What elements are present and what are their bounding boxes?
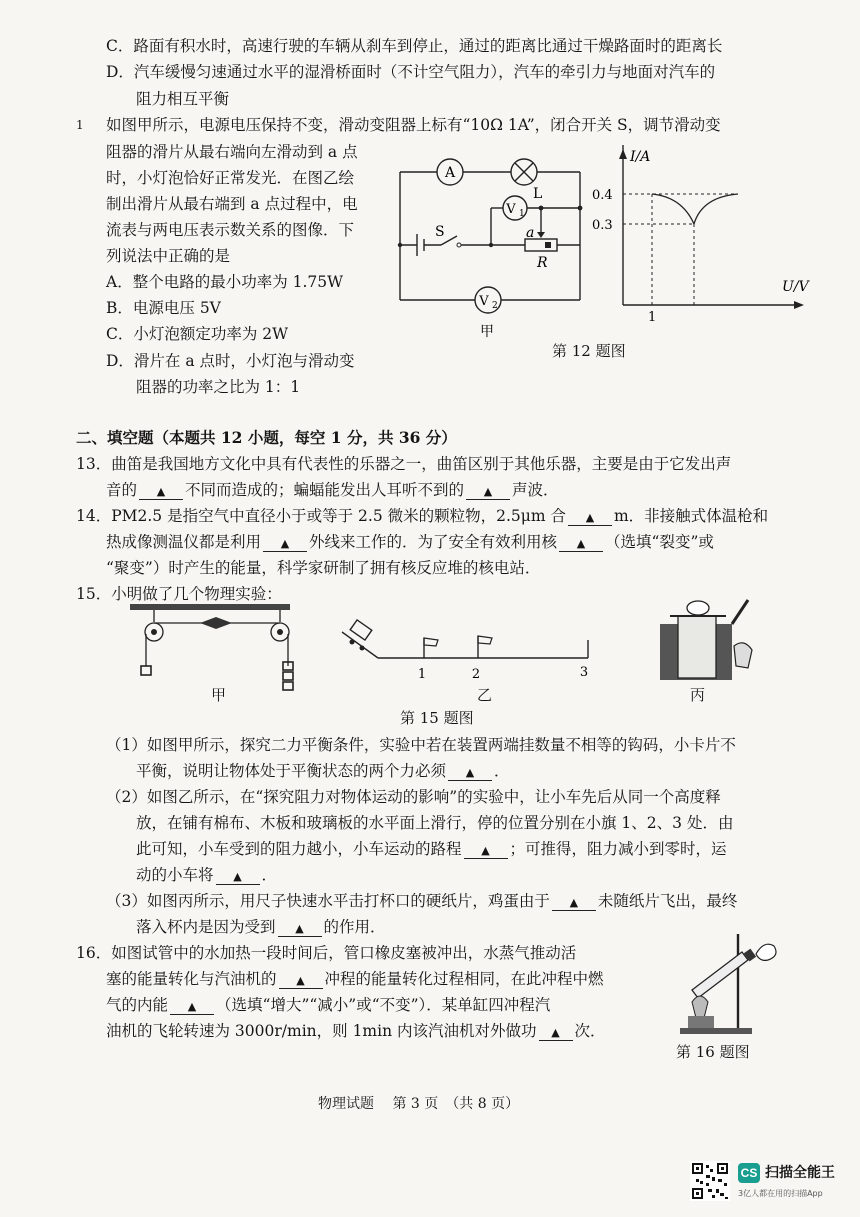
q15-text: 平衡，说明让物体处于平衡状态的两个力必须 bbox=[136, 762, 447, 780]
answer-blank[interactable]: ▲ bbox=[552, 896, 596, 911]
answer-blank[interactable]: ▲ bbox=[278, 922, 322, 937]
q15-figure-yi bbox=[338, 614, 608, 684]
q12-stem-line1: 如图甲所示，电源电压保持不变，滑动变阻器上标有“10Ω 1A”，闭合开关 S，调节滑动变 bbox=[106, 116, 721, 134]
q16-line3 bbox=[106, 994, 550, 1016]
section2-heading: 二、填空题（本题共 12 小题，每空 1 分，共 36 分） bbox=[76, 428, 457, 447]
q16-figure bbox=[672, 930, 782, 1040]
q15-stem: 15．小明做了几个物理实验： bbox=[76, 585, 282, 603]
graph-y-tick-high: 0.4 bbox=[592, 188, 613, 203]
flag-3-label: 3 bbox=[579, 665, 589, 680]
q14-text: m．非接触式体温枪和 bbox=[613, 507, 769, 525]
answer-blank[interactable]: ▲ bbox=[539, 1026, 573, 1041]
q13-line2 bbox=[106, 479, 559, 501]
q16-text: （选填“增大”“减小”或“不变”）．某单缸四冲程汽 bbox=[216, 996, 551, 1014]
q11-option-c: C．路面有积水时，高速行驶的车辆从刹车到停止，通过的距离比通过干燥路面时的距离长 bbox=[106, 37, 723, 55]
graph-y-label: I/A bbox=[630, 149, 651, 165]
q15-text: （3）如图丙所示，用尺子快速水平击打杯口的硬纸片，鸡蛋由于 bbox=[106, 892, 550, 910]
switch-label: S bbox=[435, 224, 445, 240]
q16-figure-caption: 第 16 题图 bbox=[676, 1043, 750, 1061]
answer-blank[interactable]: ▲ bbox=[263, 537, 307, 552]
q15-p2-line4 bbox=[136, 864, 277, 886]
q13-text: 声波． bbox=[512, 481, 559, 499]
scanner-brand: 扫描全能王 bbox=[765, 1165, 835, 1181]
q12-number: 1 bbox=[76, 118, 84, 132]
q14-text: 14．PM2.5 是指空气中直径小于或等于 2.5 微米的颗粒物，2.5μm 合 bbox=[76, 507, 566, 525]
resistor-label: R bbox=[537, 255, 548, 271]
q15-text: ． bbox=[494, 762, 510, 780]
voltmeter2-label: V bbox=[479, 294, 489, 309]
q12-option-c: C．小灯泡额定功率为 2W bbox=[106, 325, 289, 343]
q15-text: 的作用． bbox=[323, 918, 386, 936]
q16-text: 冲程的能量转化过程相同，在此冲程中燃 bbox=[324, 970, 604, 988]
q12-circuit-diagram bbox=[395, 150, 605, 350]
circuit-caption: 甲 bbox=[480, 324, 494, 340]
q15-p1-line1: （1）如图甲所示，探究二力平衡条件，实验中若在装置两端挂数量不相等的钩码，小卡片不 bbox=[106, 736, 736, 754]
voltmeter1-label: V bbox=[506, 202, 516, 217]
q12-stem-line3: 时，小灯泡恰好正常发光．在图乙绘 bbox=[106, 169, 355, 187]
q16-line4 bbox=[106, 1020, 606, 1042]
q12-stem-line6: 列说法中正确的是 bbox=[106, 247, 231, 265]
q16-text: 塞的能量转化与汽油机的 bbox=[106, 970, 277, 988]
graph-y-tick-low: 0.3 bbox=[592, 218, 613, 233]
q12-stem-line5: 流表与两电压表示数关系的图像．下 bbox=[106, 221, 355, 239]
q14-text: 外线来工作的．为了安全有效利用核 bbox=[309, 533, 558, 551]
q15-figure-caption: 第 15 题图 bbox=[400, 709, 474, 727]
q15-figure-bing bbox=[656, 594, 766, 686]
answer-blank[interactable]: ▲ bbox=[559, 537, 603, 552]
q16-text: 油机的飞轮转速为 3000r/min，则 1min 内该汽油机对外做功 bbox=[106, 1022, 537, 1040]
voltmeter1-subscript: 1 bbox=[519, 209, 525, 219]
q12-stem-line4: 制出滑片从最右端到 a 点过程中，电 bbox=[106, 195, 358, 213]
answer-blank[interactable]: ▲ bbox=[464, 844, 508, 859]
q15-text: ． bbox=[261, 866, 278, 884]
q12-option-d-line1: D．滑片在 a 点时，小灯泡与滑动变 bbox=[106, 352, 355, 370]
q15-text: 落入杯内是因为受到 bbox=[136, 918, 276, 936]
answer-blank[interactable]: ▲ bbox=[279, 974, 323, 989]
answer-blank[interactable]: ▲ bbox=[448, 766, 492, 781]
q14-text: 热成像测温仪都是利用 bbox=[106, 533, 262, 551]
q12-option-d-line2: 阻器的功率之比为 1：1 bbox=[136, 378, 301, 396]
voltmeter2-subscript: 2 bbox=[492, 301, 498, 311]
q15-p2-line3 bbox=[136, 838, 727, 860]
q14-line2 bbox=[106, 531, 714, 553]
q15-p2-line2: 放，在铺有棉布、木板和玻璃板的水平面上滑行，停的位置分别在小旗 1、2、3 处．由 bbox=[136, 814, 734, 832]
q15-p3-line1 bbox=[106, 890, 737, 912]
q15-text: 未随纸片飞出，最终 bbox=[597, 892, 738, 910]
q15-label-bing: 丙 bbox=[690, 686, 706, 704]
q13-line1: 13．曲笛是我国地方文化中具有代表性的乐器之一，曲笛区别于其他乐器，主要是由于它发出声 bbox=[76, 455, 732, 473]
q15-text: 此可知，小车受到的阻力越小，小车运动的路程 bbox=[136, 840, 462, 858]
graph-x-tick: 1 bbox=[648, 310, 657, 325]
answer-blank[interactable]: ▲ bbox=[216, 870, 260, 885]
q14-line3: “聚变”）时产生的能量，科学家研制了拥有核反应堆的核电站． bbox=[106, 559, 541, 577]
q15-p3-line2 bbox=[136, 916, 386, 938]
flag-2-label: 2 bbox=[471, 667, 481, 682]
q15-p2-line1: （2）如图乙所示，在“探究阻力对物体运动的影响”的实验中，让小车先后从同一个高度释 bbox=[106, 788, 721, 806]
slider-point-label: a bbox=[526, 225, 535, 241]
q12-current-voltage-graph bbox=[590, 145, 810, 325]
graph-x-label: U/V bbox=[782, 279, 809, 295]
q16-text: 气的内能 bbox=[106, 996, 169, 1014]
q12-figure-caption: 第 12 题图 bbox=[552, 342, 626, 360]
qr-code-icon bbox=[690, 1161, 730, 1201]
q15-label-jia: 甲 bbox=[211, 686, 227, 704]
q12-option-a: A．整个电路的最小功率为 1.75W bbox=[106, 273, 344, 291]
q11-option-d-line2: 阻力相互平衡 bbox=[136, 90, 230, 108]
q12-stem-line2: 阻器的滑片从最右端向左滑动到 a 点 bbox=[106, 143, 358, 161]
q16-line1: 16．如图试管中的水加热一段时间后，管口橡皮塞被冲出，水蒸气推动活 bbox=[76, 944, 577, 962]
answer-blank[interactable]: ▲ bbox=[568, 511, 612, 526]
q15-text: ；可推得，阻力减小到零时，运 bbox=[509, 840, 727, 858]
scanner-logo-icon: CS bbox=[738, 1163, 760, 1183]
answer-blank[interactable]: ▲ bbox=[466, 485, 510, 500]
scanner-tagline: 3亿人都在用的扫描App bbox=[738, 1189, 823, 1198]
q15-p1-line2 bbox=[136, 760, 510, 782]
q13-text: 不同而造成的；蝙蝠能发出人耳听不到的 bbox=[185, 481, 465, 499]
q16-text: 次． bbox=[574, 1022, 606, 1040]
q12-option-b: B．电源电压 5V bbox=[106, 299, 221, 317]
q13-text: 音的 bbox=[106, 481, 138, 499]
answer-blank[interactable]: ▲ bbox=[170, 1000, 214, 1015]
ammeter-label: A bbox=[444, 165, 456, 181]
q16-line2 bbox=[106, 968, 604, 990]
answer-blank[interactable]: ▲ bbox=[139, 485, 183, 500]
q11-option-d-line1: D．汽车缓慢匀速通过水平的湿滑桥面时（不计空气阻力），汽车的牵引力与地面对汽车的 bbox=[106, 63, 716, 81]
lamp-label: L bbox=[533, 186, 543, 202]
q15-text: 动的小车将 bbox=[136, 866, 214, 884]
q14-text: （选填“裂变”或 bbox=[605, 533, 714, 551]
q15-label-yi: 乙 bbox=[477, 686, 493, 704]
q14-line1 bbox=[76, 505, 768, 527]
page-footer: 物理试题 第 3 页 （共 8 页） bbox=[318, 1096, 520, 1112]
flag-1-label: 1 bbox=[417, 667, 427, 682]
